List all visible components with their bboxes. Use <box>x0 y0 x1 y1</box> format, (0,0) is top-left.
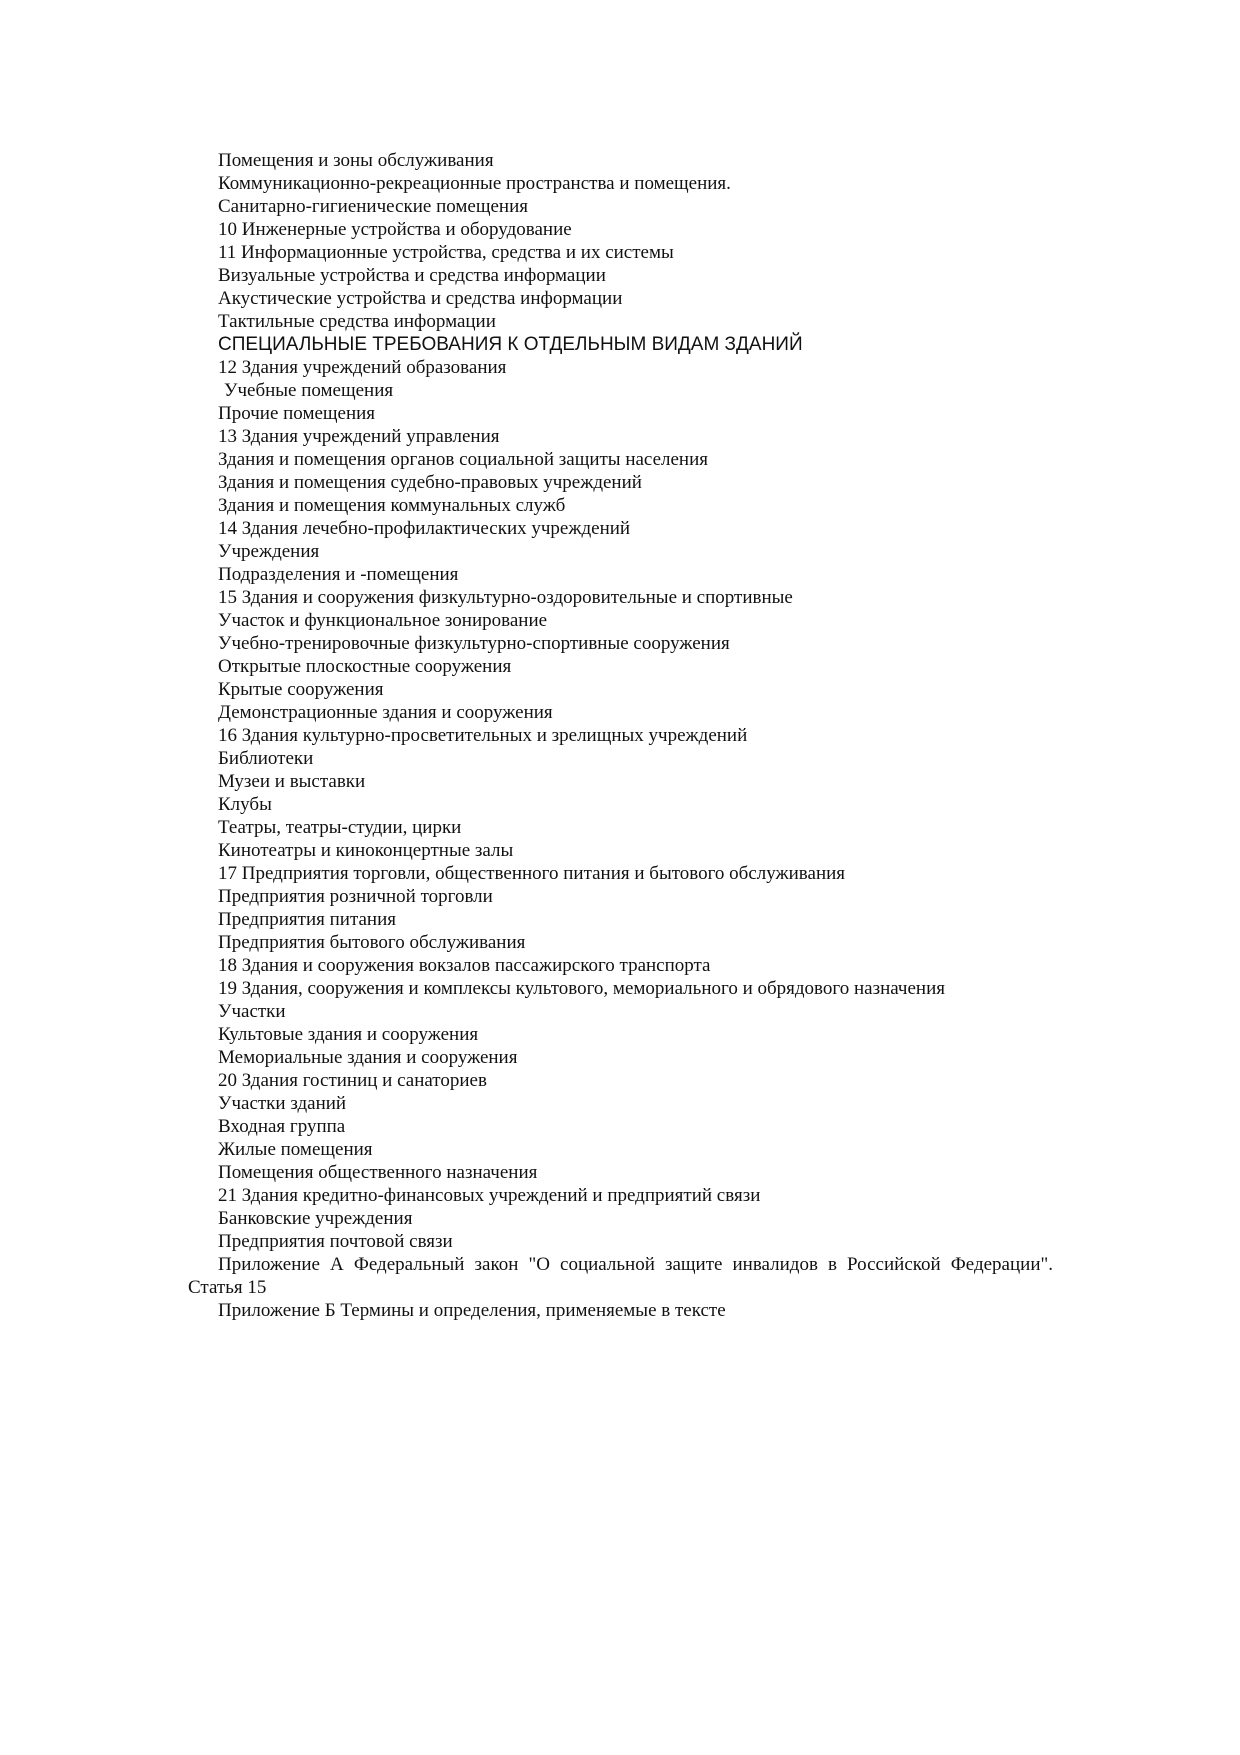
toc-line: Музеи и выставки <box>218 771 366 792</box>
toc-line: Жилые помещения <box>218 1139 373 1160</box>
toc-line: Крытые сооружения <box>218 679 384 700</box>
toc-line: Помещения общественного назначения <box>218 1162 538 1183</box>
toc-line: 14 Здания лечебно-профилактических учреждений <box>218 518 631 539</box>
toc-line: 19 Здания, сооружения и комплексы культового, мемориального и обрядового назначения <box>218 978 945 999</box>
toc-line: Предприятия розничной торговли <box>218 886 493 907</box>
toc-line: Коммуникационно-рекреационные пространства и помещения. <box>218 173 731 194</box>
toc-line: Учебно-тренировочные физкультурно-спортивные сооружения <box>218 633 730 654</box>
toc-line: Участок и функциональное зонирование <box>218 610 548 631</box>
toc-line: Акустические устройства и средства информации <box>218 288 623 309</box>
toc-line: Банковские учреждения <box>218 1208 413 1229</box>
toc-line: 12 Здания учреждений образования <box>218 357 507 378</box>
toc-appendix-b: Приложение Б Термины и определения, применяемые в тексте <box>218 1300 726 1321</box>
toc-appendix-a: Приложение А Федеральный закон "О социальной защите инвалидов в Российской Федерации". Статья 15 <box>188 1254 1053 1298</box>
toc-line: Подразделения и -помещения <box>218 564 459 585</box>
toc-line: Культовые здания и сооружения <box>218 1024 479 1045</box>
toc-line: Санитарно-гигиенические помещения <box>218 196 528 217</box>
toc-line: Кинотеатры и киноконцертные залы <box>218 840 514 861</box>
table-of-contents <box>188 149 1053 1322</box>
toc-line: Тактильные средства информации <box>218 311 496 332</box>
toc-line: Учебные помещения <box>224 380 394 401</box>
toc-line: Учреждения <box>218 541 320 562</box>
toc-line: Театры, театры-студии, цирки <box>218 817 462 838</box>
toc-line: 11 Информационные устройства, средства и их системы <box>218 242 674 263</box>
toc-line: Предприятия бытового обслуживания <box>218 932 526 953</box>
toc-line: 17 Предприятия торговли, общественного питания и бытового обслуживания <box>218 863 846 884</box>
toc-line: Библиотеки <box>218 748 314 769</box>
toc-section-heading: СПЕЦИАЛЬНЫЕ ТРЕБОВАНИЯ К ОТДЕЛЬНЫМ ВИДАМ ЗДАНИЙ <box>218 334 803 355</box>
toc-line: Здания и помещения коммунальных служб <box>218 495 566 516</box>
toc-line: Здания и помещения судебно-правовых учреждений <box>218 472 642 493</box>
toc-line: Визуальные устройства и средства информации <box>218 265 606 286</box>
toc-line: Открытые плоскостные сооружения <box>218 656 512 677</box>
toc-line: 18 Здания и сооружения вокзалов пассажирского транспорта <box>218 955 711 976</box>
toc-line: 15 Здания и сооружения физкультурно-оздоровительные и спортивные <box>218 587 793 608</box>
toc-line: Мемориальные здания и сооружения <box>218 1047 518 1068</box>
toc-line: 20 Здания гостиниц и санаториев <box>218 1070 487 1091</box>
toc-line: Демонстрационные здания и сооружения <box>218 702 553 723</box>
toc-line: Помещения и зоны обслуживания <box>218 150 494 171</box>
toc-line: Предприятия почтовой связи <box>218 1231 453 1252</box>
toc-line: Прочие помещения <box>218 403 376 424</box>
toc-line: Входная группа <box>218 1116 346 1137</box>
toc-line: 13 Здания учреждений управления <box>218 426 500 447</box>
toc-line: 16 Здания культурно-просветительных и зрелищных учреждений <box>218 725 748 746</box>
toc-line: 21 Здания кредитно-финансовых учреждений и предприятий связи <box>218 1185 761 1206</box>
toc-line: 10 Инженерные устройства и оборудование <box>218 219 572 240</box>
toc-line: Предприятия питания <box>218 909 396 930</box>
toc-line: Участки зданий <box>218 1093 347 1114</box>
toc-line: Клубы <box>218 794 272 815</box>
toc-line: Здания и помещения органов социальной защиты населения <box>218 449 709 470</box>
toc-line: Участки <box>218 1001 286 1022</box>
